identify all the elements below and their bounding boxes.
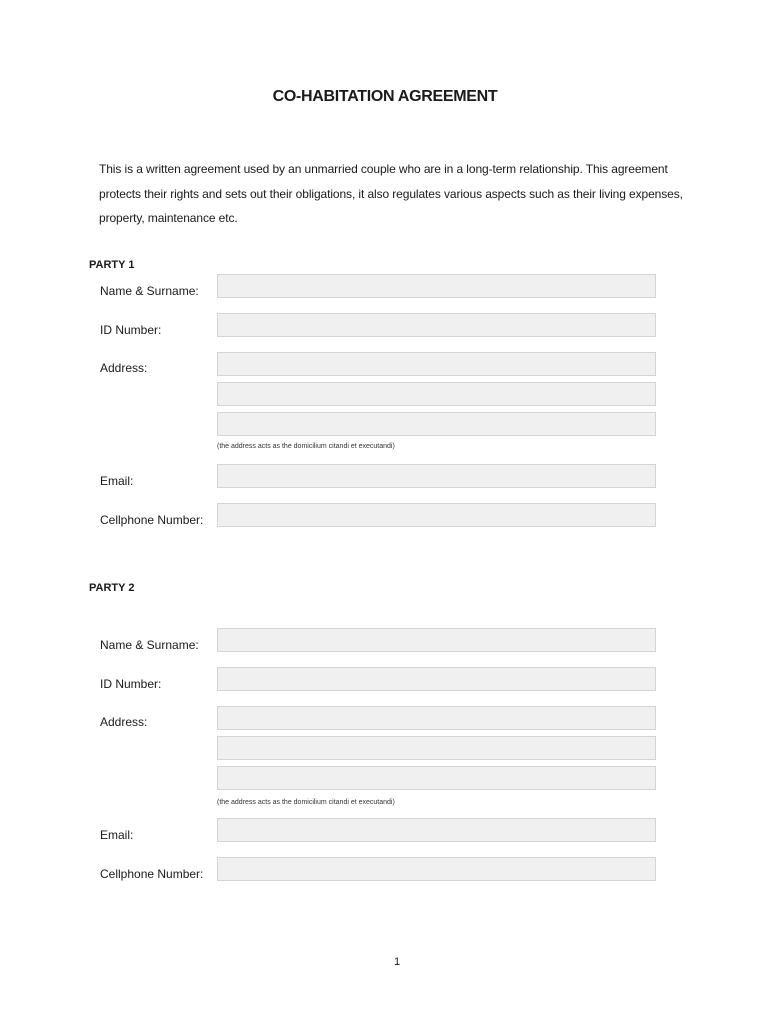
- party1-email-label: Email:: [100, 474, 134, 488]
- party1-cellphone-field[interactable]: [217, 503, 656, 527]
- party2-email-field[interactable]: [217, 818, 656, 842]
- party2-address-note: (the address acts as the domicilium citandi et executandi): [217, 799, 395, 806]
- party1-id-field[interactable]: [217, 313, 656, 337]
- party1-address-line2-field[interactable]: [217, 382, 656, 406]
- party2-email-label: Email:: [100, 828, 134, 842]
- party2-address-line2-field[interactable]: [217, 736, 656, 760]
- party1-cellphone-label: Cellphone Number:: [100, 513, 204, 527]
- document-title: CO-HABITATION AGREEMENT: [272, 88, 498, 105]
- party1-id-label: ID Number:: [100, 323, 162, 337]
- party2-name-label: Name & Surname:: [100, 638, 199, 652]
- party2-cellphone-label: Cellphone Number:: [100, 867, 204, 881]
- party1-address-note: (the address acts as the domicilium citandi et executandi): [217, 443, 395, 450]
- party2-id-label: ID Number:: [100, 677, 162, 691]
- party2-id-field[interactable]: [217, 667, 656, 691]
- party1-name-label: Name & Surname:: [100, 284, 199, 298]
- party1-heading: PARTY 1: [89, 259, 135, 271]
- party2-address-line1-field[interactable]: [217, 706, 656, 730]
- party1-address-line3-field[interactable]: [217, 412, 656, 436]
- page-number: 1: [393, 956, 401, 968]
- party1-name-field[interactable]: [217, 274, 656, 298]
- party2-address-label: Address:: [100, 715, 148, 729]
- party2-heading: PARTY 2: [89, 582, 135, 594]
- intro-paragraph: This is a written agreement used by an unmarried couple who are in a long-term relationship. This agreement protects their rights and sets out their obligations, it also regulates various aspects such as their living expenses, property, maintenance etc.: [99, 162, 683, 225]
- party2-address-line3-field[interactable]: [217, 766, 656, 790]
- party2-cellphone-field[interactable]: [217, 857, 656, 881]
- party1-address-line1-field[interactable]: [217, 352, 656, 376]
- party1-email-field[interactable]: [217, 464, 656, 488]
- party2-name-field[interactable]: [217, 628, 656, 652]
- party1-address-label: Address:: [100, 361, 148, 375]
